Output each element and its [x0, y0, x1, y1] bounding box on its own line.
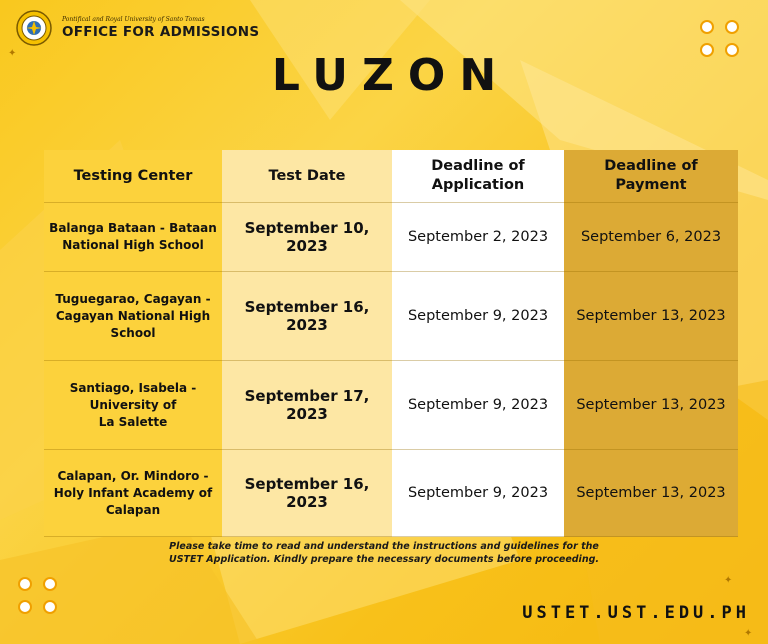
- center-line: Calapan: [105, 502, 161, 517]
- testing-center-cell: [44, 203, 222, 272]
- header-deadline-payment-line1: Deadline of: [604, 158, 698, 174]
- header-deadline-application-line2: Application: [431, 177, 525, 193]
- note-line2: USTET Application. Kindly prepare the necessary documents before proceeding.: [168, 554, 599, 565]
- deadline-application-cell: September 9, 2023: [392, 450, 564, 537]
- deadline-payment-cell: September 13, 2023: [564, 450, 738, 537]
- decorative-dots-icon: [18, 577, 59, 614]
- deadline-application-cell: September 2, 2023: [392, 203, 564, 272]
- ust-seal-icon: [16, 10, 52, 46]
- website-url: USTET.UST.EDU.PH: [522, 603, 750, 623]
- center-line: National High School: [62, 238, 204, 252]
- header-deadline-payment: [564, 150, 738, 203]
- header-test-date: Test Date: [222, 150, 392, 203]
- table-header-row: [44, 150, 738, 203]
- center-line: University of: [89, 397, 177, 412]
- deadline-application-cell: September 9, 2023: [392, 361, 564, 450]
- header: [16, 10, 259, 46]
- header-deadline-application: [392, 150, 564, 203]
- test-date-cell: September 16, 2023: [222, 450, 392, 537]
- header-deadline-application-line1: Deadline of: [431, 158, 525, 174]
- table-row: [44, 203, 738, 272]
- center-line: Holy Infant Academy of: [53, 485, 213, 500]
- center-line: Cagayan National High: [55, 308, 211, 323]
- note-line1: Please take time to read and understand the instructions and guidelines for the: [169, 541, 599, 552]
- deadline-payment-cell: September 13, 2023: [564, 272, 738, 361]
- center-line: La Salette: [98, 414, 168, 429]
- center-line: Balanga Bataan - Bataan: [49, 221, 217, 235]
- testing-center-cell: [44, 450, 222, 537]
- deadline-payment-cell: September 13, 2023: [564, 361, 738, 450]
- table-row: [44, 272, 738, 361]
- test-date-cell: September 16, 2023: [222, 272, 392, 361]
- test-date-cell: September 10, 2023: [222, 203, 392, 272]
- center-line: School: [110, 325, 156, 340]
- header-testing-center: Testing Center: [44, 150, 222, 203]
- center-line: Santiago, Isabela -: [69, 380, 197, 395]
- schedule-table: [44, 150, 738, 537]
- sparkle-icon: ✦: [744, 628, 753, 639]
- sparkle-icon: ✦: [724, 575, 733, 586]
- page-title: LUZON: [271, 50, 511, 101]
- testing-center-cell: [44, 272, 222, 361]
- testing-center-cell: [44, 361, 222, 450]
- deadline-application-cell: September 9, 2023: [392, 272, 564, 361]
- instruction-note: [0, 540, 768, 566]
- center-line: Calapan, Or. Mindoro -: [57, 468, 209, 483]
- table-row: [44, 450, 738, 537]
- center-line: Tuguegarao, Cagayan -: [55, 291, 211, 306]
- office-name: OFFICE FOR ADMISSIONS: [62, 24, 260, 40]
- test-date-cell: September 17, 2023: [222, 361, 392, 450]
- sparkle-icon: ✦: [8, 48, 17, 59]
- university-name: Pontifical and Royal University of Santo Tomas: [62, 16, 205, 23]
- header-deadline-payment-line2: Payment: [615, 177, 687, 193]
- deadline-payment-cell: September 6, 2023: [564, 203, 738, 272]
- table-row: [44, 361, 738, 450]
